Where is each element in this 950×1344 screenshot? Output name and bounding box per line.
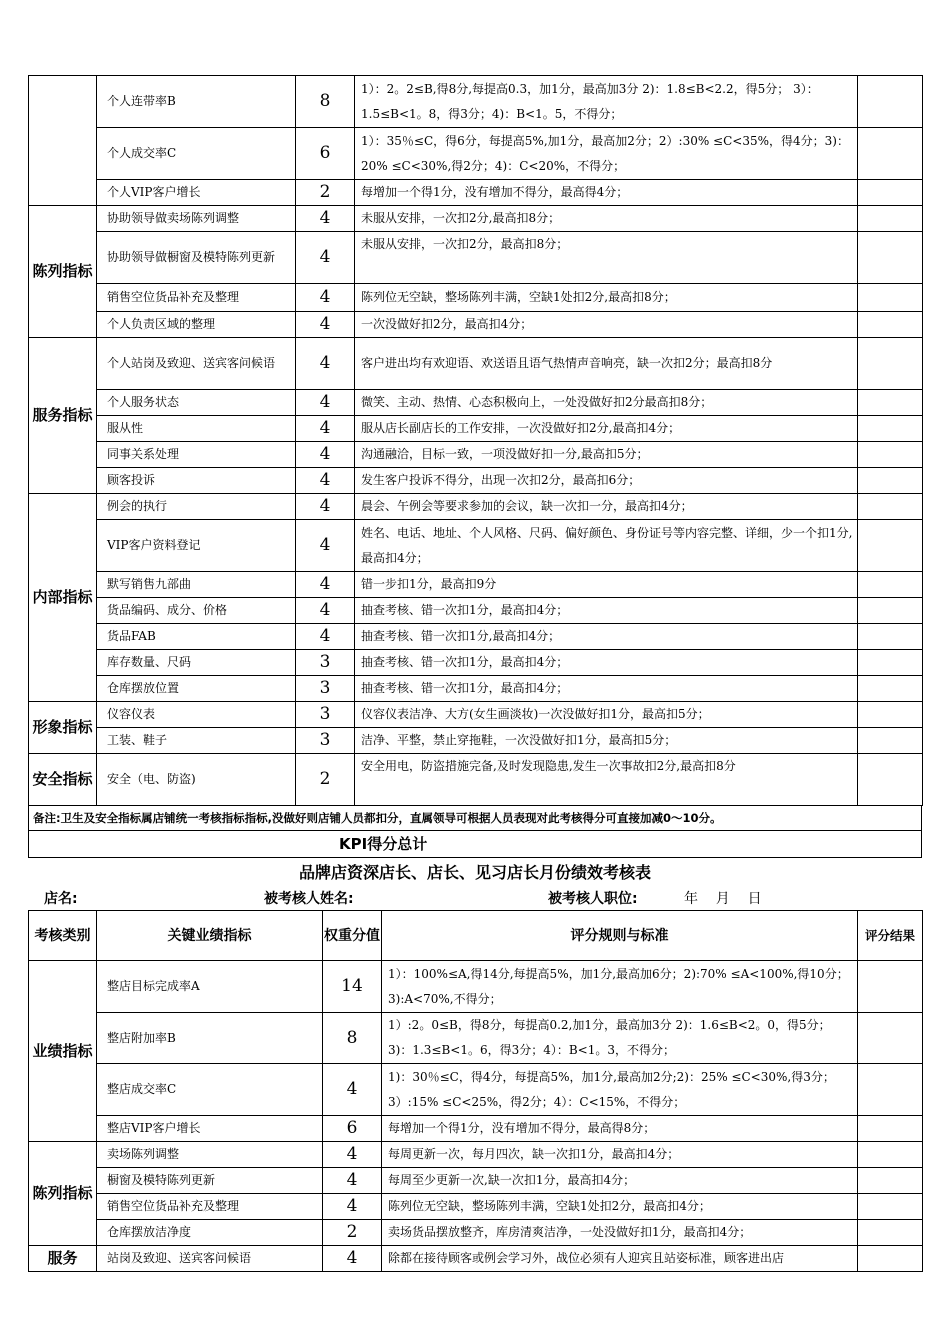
indicator-cell: 整店附加率B bbox=[97, 1013, 323, 1064]
weight-cell: 4 bbox=[296, 572, 355, 598]
date-field: 年 月 日 bbox=[684, 891, 762, 907]
indicator-cell: 服从性 bbox=[97, 416, 296, 442]
rule-cell: 陈列位无空缺，整场陈列丰满，空缺1处扣2分,最高扣8分； bbox=[355, 284, 858, 312]
weight-cell: 4 bbox=[296, 338, 355, 390]
rule-cell: 未服从安排，一次扣2分,最高扣8分； bbox=[355, 206, 858, 232]
rule-cell: 1）：100%≤A,得14分,每提高5%，加1分,最高加6分；2):70% ≤A<100%,得10分；3):A<70%,不得分； bbox=[382, 961, 858, 1013]
rule-cell: 每周更新一次，每月四次，缺一次扣1分，最高扣4分； bbox=[382, 1142, 858, 1168]
weight-cell: 3 bbox=[296, 702, 355, 728]
rule-cell: 未服从安排，一次扣2分，最高扣8分； bbox=[355, 232, 858, 284]
category-cell: 形象指标 bbox=[29, 702, 97, 754]
score-cell[interactable] bbox=[858, 76, 923, 128]
rule-cell: 陈列位无空缺，整场陈列丰满，空缺1处扣2分，最高扣4分； bbox=[382, 1194, 858, 1220]
score-cell[interactable] bbox=[858, 1220, 923, 1246]
weight-cell: 4 bbox=[296, 390, 355, 416]
weight-cell: 4 bbox=[296, 206, 355, 232]
weight-cell: 6 bbox=[323, 1116, 382, 1142]
rule-cell: 错一步扣1分，最高扣9分 bbox=[355, 572, 858, 598]
weight-cell: 4 bbox=[296, 468, 355, 494]
score-cell[interactable] bbox=[858, 1168, 923, 1194]
category-cell: 服务 bbox=[29, 1246, 97, 1272]
weight-cell: 4 bbox=[323, 1142, 382, 1168]
weight-cell: 4 bbox=[296, 494, 355, 520]
indicator-cell: 整店成交率C bbox=[97, 1064, 323, 1116]
weight-cell: 4 bbox=[296, 232, 355, 284]
header-weight: 权重分值 bbox=[323, 911, 382, 961]
score-cell[interactable] bbox=[858, 468, 923, 494]
score-cell[interactable] bbox=[858, 232, 923, 284]
weight-cell: 2 bbox=[296, 754, 355, 806]
category-cell: 业绩指标 bbox=[29, 961, 97, 1142]
score-cell[interactable] bbox=[858, 416, 923, 442]
rule-cell: 客户进出均有欢迎语、欢送语且语气热情声音响亮，缺一次扣2分；最高扣8分 bbox=[355, 338, 858, 390]
score-cell[interactable] bbox=[858, 1116, 923, 1142]
score-cell[interactable] bbox=[858, 1246, 923, 1272]
indicator-cell: 卖场陈列调整 bbox=[97, 1142, 323, 1168]
indicator-cell: 安全（电、防盗) bbox=[97, 754, 296, 806]
score-cell[interactable] bbox=[858, 572, 923, 598]
weight-cell: 4 bbox=[296, 598, 355, 624]
indicator-cell: 协助领导做卖场陈列调整 bbox=[97, 206, 296, 232]
rule-cell: 每周至少更新一次,缺一次扣1分，最高扣4分； bbox=[382, 1168, 858, 1194]
indicator-cell: 个人负责区域的整理 bbox=[97, 312, 296, 338]
indicator-cell: 整店VIP客户增长 bbox=[97, 1116, 323, 1142]
rule-cell: 仪容仪表洁净、大方(女生画淡妆)一次没做好扣1分，最高扣5分； bbox=[355, 702, 858, 728]
indicator-cell: 仪容仪表 bbox=[97, 702, 296, 728]
indicator-cell: 库存数量、尺码 bbox=[97, 650, 296, 676]
rule-cell: 1）：2。2≤B,得8分,每提高0.3，加1分，最高加3分 2)：1.8≤B<2.2，得5分； 3）：1.5≤B<1。8，得3分；4)：B<1。5，不得分； bbox=[355, 76, 858, 128]
indicator-cell: 例会的执行 bbox=[97, 494, 296, 520]
score-cell[interactable] bbox=[858, 338, 923, 390]
rule-cell: 微笑、主动、热情、心态积极向上，一处没做好扣2分最高扣8分； bbox=[355, 390, 858, 416]
indicator-cell: 顾客投诉 bbox=[97, 468, 296, 494]
indicator-cell: 个人VIP客户增长 bbox=[97, 180, 296, 206]
category-cell: 陈列指标 bbox=[29, 1142, 97, 1246]
indicator-cell: 销售空位货品补充及整理 bbox=[97, 284, 296, 312]
rule-cell: 洁净、平整，禁止穿拖鞋，一次没做好扣1分，最高扣5分； bbox=[355, 728, 858, 754]
name-label: 被考核人姓名: bbox=[264, 891, 354, 907]
score-cell[interactable] bbox=[858, 676, 923, 702]
rule-cell: 安全用电，防盗措施完备,及时发现隐患,发生一次事故扣2分,最高扣8分 bbox=[355, 754, 858, 806]
rule-cell: 抽查考核、错一次扣1分，最高扣4分； bbox=[355, 676, 858, 702]
rule-cell: 卖场货品摆放整齐，库房清爽洁净，一处没做好扣1分，最高扣4分； bbox=[382, 1220, 858, 1246]
rule-cell: 晨会、午例会等要求参加的会议，缺一次扣一分，最高扣4分； bbox=[355, 494, 858, 520]
score-cell[interactable] bbox=[858, 284, 923, 312]
score-cell[interactable] bbox=[858, 754, 923, 806]
header-rule: 评分规则与标准 bbox=[382, 911, 858, 961]
score-cell[interactable] bbox=[858, 312, 923, 338]
weight-cell: 2 bbox=[323, 1220, 382, 1246]
score-cell[interactable] bbox=[858, 1142, 923, 1168]
weight-cell: 8 bbox=[296, 76, 355, 128]
weight-cell: 8 bbox=[323, 1013, 382, 1064]
position-label: 被考核人职位: bbox=[548, 891, 638, 907]
indicator-cell: 货品编码、成分、价格 bbox=[97, 598, 296, 624]
score-cell[interactable] bbox=[858, 390, 923, 416]
weight-cell: 3 bbox=[296, 728, 355, 754]
weight-cell: 4 bbox=[296, 312, 355, 338]
indicator-cell: 个人站岗及致迎、送宾客问候语 bbox=[97, 338, 296, 390]
score-cell[interactable] bbox=[858, 961, 923, 1013]
rule-cell: 每增加一个得1分，没有增加不得分，最高得8分； bbox=[382, 1116, 858, 1142]
rule-cell: 服从店长副店长的工作安排，一次没做好扣2分,最高扣4分； bbox=[355, 416, 858, 442]
score-cell[interactable] bbox=[858, 494, 923, 520]
weight-cell: 6 bbox=[296, 128, 355, 180]
indicator-cell: 仓库摆放洁净度 bbox=[97, 1220, 323, 1246]
indicator-cell: 同事关系处理 bbox=[97, 442, 296, 468]
indicator-cell: 默写销售九部曲 bbox=[97, 572, 296, 598]
score-cell[interactable] bbox=[858, 1194, 923, 1220]
indicator-cell: 工装、鞋子 bbox=[97, 728, 296, 754]
rule-cell: 抽查考核、错一次扣1分，最高扣4分； bbox=[355, 598, 858, 624]
form-title: 品牌店资深店长、店长、见习店长月份绩效考核表 bbox=[298, 863, 651, 882]
score-cell[interactable] bbox=[858, 1064, 923, 1116]
indicator-cell: 橱窗及模特陈列更新 bbox=[97, 1168, 323, 1194]
score-cell[interactable] bbox=[858, 128, 923, 180]
indicator-cell: VIP客户资料登记 bbox=[97, 520, 296, 572]
weight-cell: 14 bbox=[323, 961, 382, 1013]
header-category: 考核类别 bbox=[29, 911, 97, 961]
category-cell: 安全指标 bbox=[29, 754, 97, 806]
weight-cell: 4 bbox=[323, 1194, 382, 1220]
store-label: 店名: bbox=[44, 891, 78, 907]
score-cell[interactable] bbox=[858, 206, 923, 232]
rule-cell: 姓名、电话、地址、个人风格、尺码、偏好颜色、身份证号等内容完整、详细，少一个扣1分,最高扣4分； bbox=[355, 520, 858, 572]
weight-cell: 4 bbox=[296, 442, 355, 468]
rule-cell: 抽查考核、错一次扣1分，最高扣4分； bbox=[355, 650, 858, 676]
score-cell[interactable] bbox=[858, 520, 923, 572]
score-cell[interactable] bbox=[858, 598, 923, 624]
score-cell[interactable] bbox=[858, 180, 923, 206]
indicator-cell: 仓库摆放位置 bbox=[97, 676, 296, 702]
kpi-total-label: KPI得分总计 bbox=[28, 831, 922, 857]
score-cell[interactable] bbox=[858, 650, 923, 676]
category-cell: 陈列指标 bbox=[29, 206, 97, 338]
rule-cell: 除都在接待顾客或例会学习外，战位必须有人迎宾且站姿标准，顾客进出店 bbox=[382, 1246, 858, 1272]
document-page bbox=[28, 75, 922, 1272]
weight-cell: 4 bbox=[296, 624, 355, 650]
rule-cell: 1)：30％≤C，得4分，每提高5%，加1分,最高加2分;2)：25% ≤C<30%,得3分；3）:15% ≤C<25%，得2分；4）：C<15%，不得分； bbox=[382, 1064, 858, 1116]
rule-cell: 抽查考核、错一次扣1分,最高扣4分； bbox=[355, 624, 858, 650]
weight-cell: 4 bbox=[296, 520, 355, 572]
weight-cell: 4 bbox=[296, 416, 355, 442]
kpi-table-1 bbox=[28, 75, 923, 806]
indicator-cell: 货品FAB bbox=[97, 624, 296, 650]
divider bbox=[28, 857, 922, 858]
form-info-line bbox=[28, 886, 922, 910]
score-cell[interactable] bbox=[858, 1013, 923, 1064]
rule-cell: 每增加一个得1分，没有增加不得分，最高得4分； bbox=[355, 180, 858, 206]
score-cell[interactable] bbox=[858, 702, 923, 728]
indicator-cell: 协助领导做橱窗及模特陈列更新 bbox=[97, 232, 296, 284]
category-cell: 服务指标 bbox=[29, 338, 97, 494]
score-cell[interactable] bbox=[858, 624, 923, 650]
indicator-cell: 个人成交率C bbox=[97, 128, 296, 180]
rule-cell: 发生客户投诉不得分，出现一次扣2分，最高扣6分； bbox=[355, 468, 858, 494]
rule-cell: 沟通融洽，目标一致，一项没做好扣一分,最高扣5分； bbox=[355, 442, 858, 468]
indicator-cell: 销售空位货品补充及整理 bbox=[97, 1194, 323, 1220]
score-cell[interactable] bbox=[858, 728, 923, 754]
rule-cell: 1）:2。0≤B，得8分，每提高0.2,加1分，最高加3分 2)：1.6≤B<2。0，得5分； 3)：1.3≤B<1。6，得3分；4）：B<1。3，不得分； bbox=[382, 1013, 858, 1064]
indicator-cell: 个人连带率B bbox=[97, 76, 296, 128]
rule-cell: 一次没做好扣2分，最高扣4分； bbox=[355, 312, 858, 338]
indicator-cell: 个人服务状态 bbox=[97, 390, 296, 416]
category-cell: 内部指标 bbox=[29, 494, 97, 702]
header-score: 评分结果 bbox=[858, 911, 923, 961]
weight-cell: 4 bbox=[323, 1064, 382, 1116]
kpi-table-2 bbox=[28, 910, 923, 1272]
weight-cell: 4 bbox=[323, 1246, 382, 1272]
header-indicator: 关键业绩指标 bbox=[97, 911, 323, 961]
category-cell bbox=[29, 76, 97, 206]
score-cell[interactable] bbox=[858, 442, 923, 468]
weight-cell: 4 bbox=[323, 1168, 382, 1194]
table-note: 备注:卫生及安全指标属店铺统一考核指标指标,没做好则店铺人员都扣分，直属领导可根据人员表现对此考核得分可直接加减0～10分。 bbox=[28, 806, 922, 831]
weight-cell: 2 bbox=[296, 180, 355, 206]
indicator-cell: 站岗及致迎、送宾客问候语 bbox=[97, 1246, 323, 1272]
indicator-cell: 整店目标完成率A bbox=[97, 961, 323, 1013]
weight-cell: 3 bbox=[296, 650, 355, 676]
weight-cell: 4 bbox=[296, 284, 355, 312]
weight-cell: 3 bbox=[296, 676, 355, 702]
rule-cell: 1）：35％≤C，得6分，每提高5%,加1分，最高加2分；2）:30% ≤C<35%，得4分；3)：20% ≤C<30%,得2分；4)：C<20%，不得分； bbox=[355, 128, 858, 180]
